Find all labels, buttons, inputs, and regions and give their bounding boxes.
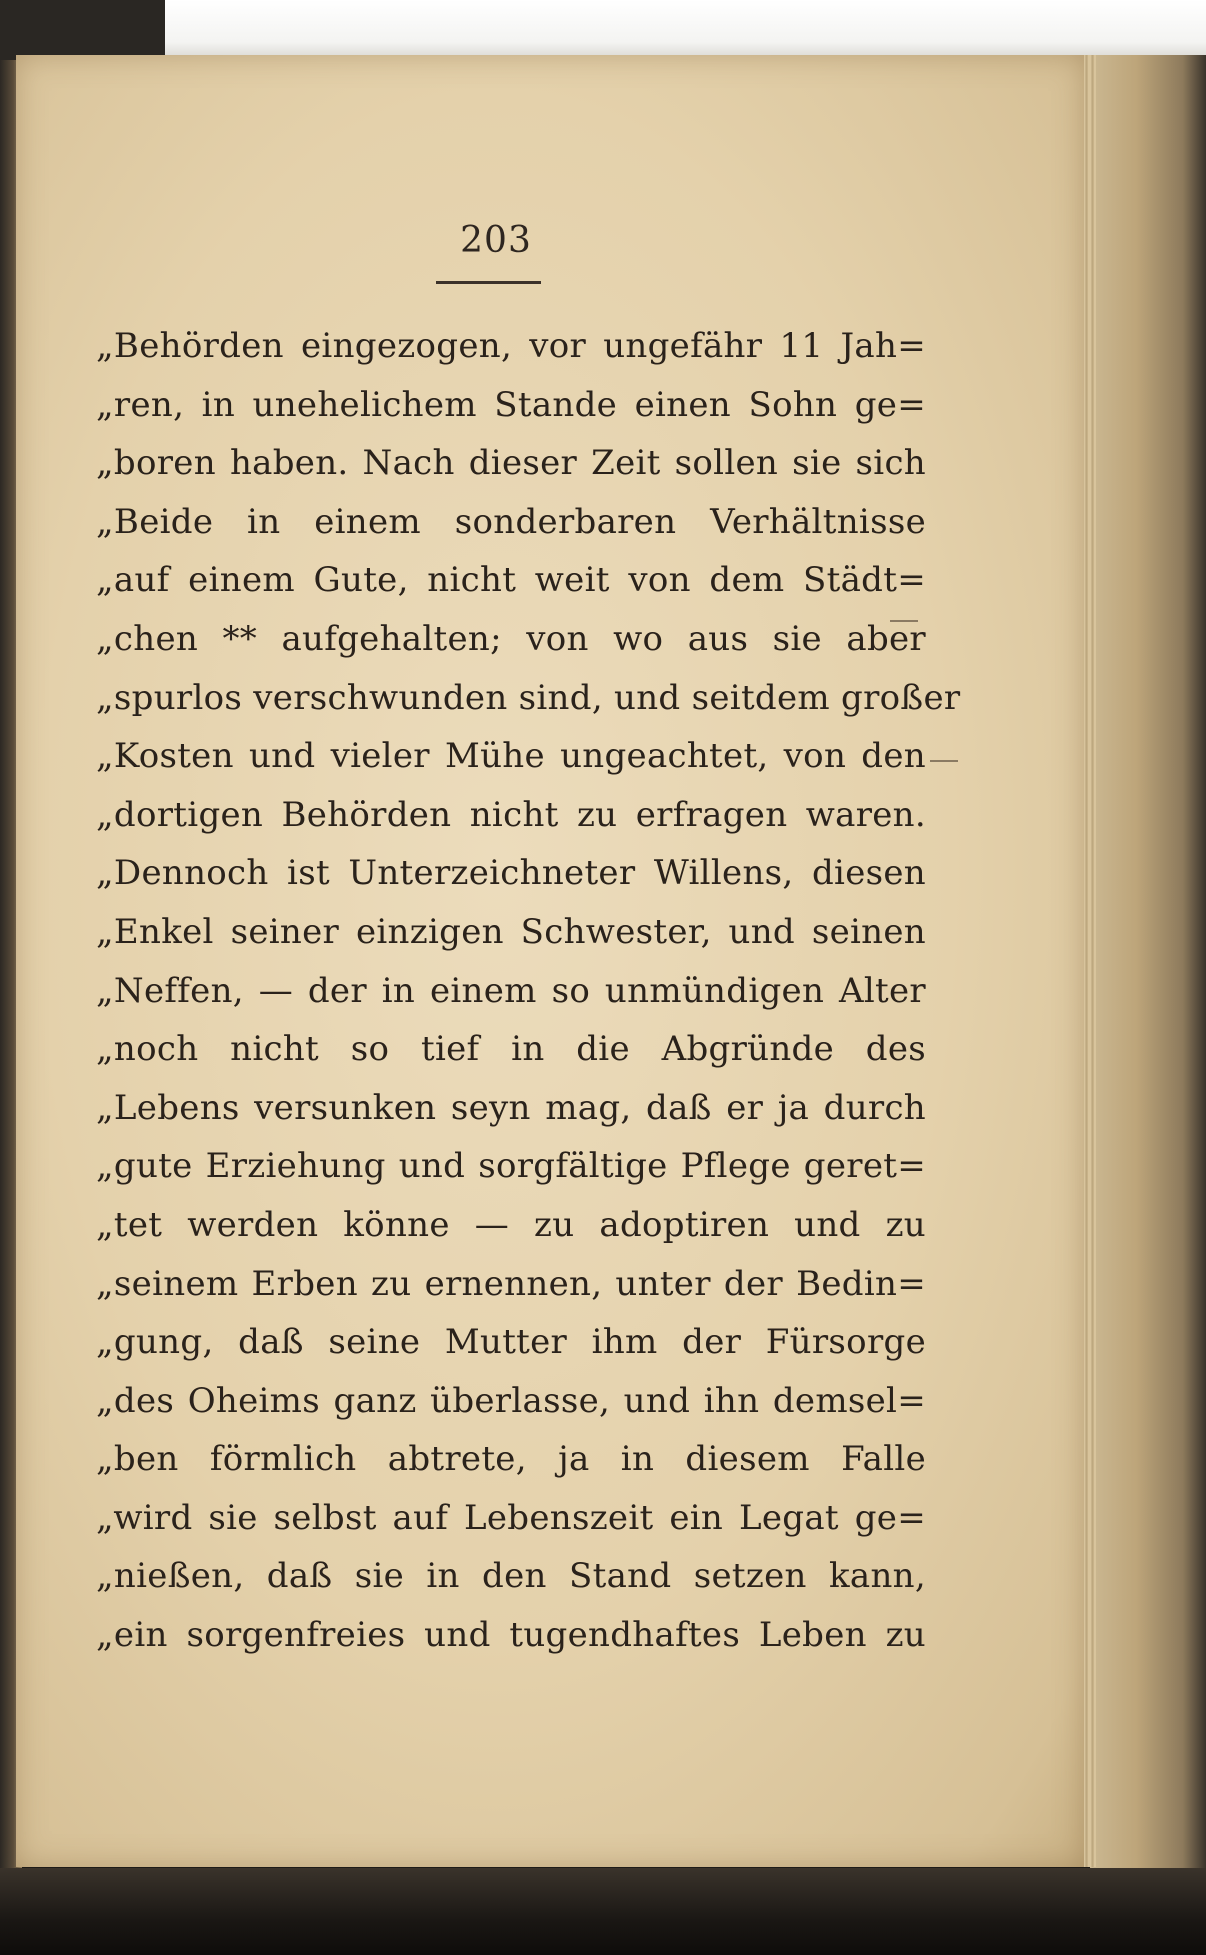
text-line: „Neffen, — der in einem so unmündigen Alter [96, 970, 926, 1011]
text-line: „chen ** aufgehalten; von wo aus sie aber [96, 618, 926, 659]
text-line: „Beide in einem sonderbaren Verhältnisse [96, 501, 926, 542]
text-line: „Behörden eingezogen, vor ungefähr 11 Jah= [96, 326, 926, 366]
text-line: „Lebens versunken seyn mag, daß er ja durch [96, 1087, 926, 1128]
text-line: „noch nicht so tief in die Abgründe des [96, 1029, 926, 1070]
book-cover-right [1090, 55, 1206, 1875]
text-line: „ren, in unehelichem Stande einen Sohn ge= [96, 384, 926, 425]
page-number: 203 [460, 220, 532, 261]
text-line: „ben förmlich abtrete, ja in diesem Falle [96, 1439, 926, 1480]
text-line: „wird sie selbst auf Lebenszeit ein Legat ge= [96, 1497, 926, 1538]
header-rule [436, 281, 541, 284]
text-line: „gute Erziehung und sorgfältige Pflege geret= [96, 1146, 926, 1187]
text-line: „des Oheims ganz überlasse, und ihn demsel= [96, 1380, 926, 1421]
text-line: „Dennoch ist Unterzeichneter Willens, diesen [96, 853, 926, 894]
scan-background-bottom [0, 1868, 1206, 1955]
text-line: „spurlos verschwunden sind, und seitdem großer [96, 677, 961, 718]
margin-mark [890, 620, 918, 622]
text-line: „seinem Erben zu ernennen, unter der Bedin= [96, 1263, 926, 1304]
text-line: „Enkel seiner einzigen Schwester, und seinen [96, 911, 926, 952]
text-line: „Kosten und vieler Mühe ungeachtet, von den [96, 736, 926, 777]
text-line: „ein sorgenfreies und tugendhaftes Leben zu [96, 1615, 926, 1656]
margin-mark [930, 760, 958, 762]
text-line: „boren haben. Nach dieser Zeit sollen sie sich [96, 443, 926, 484]
text-line: „gung, daß seine Mutter ihm der Fürsorge [96, 1322, 926, 1363]
text-line: „tet werden könne — zu adoptiren und zu [96, 1204, 926, 1245]
body-text [96, 317, 961, 1665]
text-line: „auf einem Gute, nicht weit von dem Städt= [96, 560, 926, 601]
scan-background-top [0, 0, 1206, 60]
text-line: „dortigen Behörden nicht zu erfragen waren. [96, 794, 926, 835]
book-page [16, 55, 1084, 1867]
text-line: „nießen, daß sie in den Stand setzen kann, [96, 1556, 926, 1597]
